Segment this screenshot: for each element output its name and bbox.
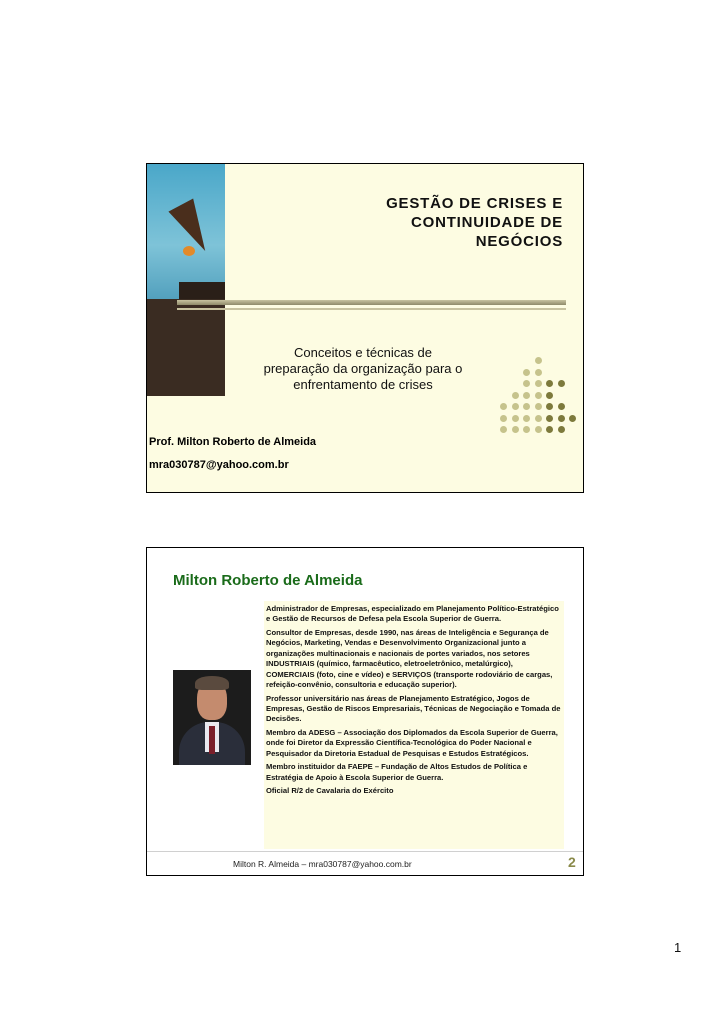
presenter-photo xyxy=(173,670,251,765)
presenter-bio xyxy=(264,601,564,849)
decorative-dot xyxy=(512,426,519,433)
footer-divider xyxy=(147,851,583,852)
bio-item: Membro instituidor da FAEPE – Fundação de Altos Estudos de Política e Estratégia de Apoio à Escola Superior de Guerra. xyxy=(266,762,528,782)
tie-graphic xyxy=(209,726,215,754)
decorative-dot xyxy=(558,380,565,387)
subtitle-line: enfrentamento de crises xyxy=(293,377,433,392)
decorative-dot xyxy=(523,392,530,399)
decorative-dot xyxy=(546,403,553,410)
page-number: 1 xyxy=(674,940,682,955)
decorative-dot-pattern xyxy=(147,164,584,493)
slide-2 xyxy=(146,547,584,876)
bio-item: Membro da ADESG – Associação dos Diplomados da Escola Superior de Guerra, onde foi Diretor da Expressão Científica-Tecnológica do Poder Nacional e Pesquisador da Diretoria Estadual de Pesquisas e Estudos Estratégicos. xyxy=(266,728,558,758)
slide-number: 2 xyxy=(568,854,576,870)
decorative-dot xyxy=(523,415,530,422)
decorative-dot xyxy=(558,415,565,422)
decorative-dot xyxy=(558,403,565,410)
decorative-dot xyxy=(535,369,542,376)
decorative-dot xyxy=(535,426,542,433)
bio-item: Professor universitário nas áreas de Planejamento Estratégico, Jogos de Empresas, Gestão de Riscos Empresariais, Técnicas de Negociação e Tomada de Decisões. xyxy=(266,693,561,724)
decorative-dot xyxy=(512,403,519,410)
author-name: Prof. Milton Roberto de Almeida xyxy=(149,436,317,448)
presenter-name: Milton Roberto de Almeida xyxy=(173,572,363,589)
decorative-dot xyxy=(546,392,553,399)
hair-graphic xyxy=(195,676,229,690)
bio-item: Oficial R/2 de Cavalaria do Exército xyxy=(266,786,394,796)
decorative-dot xyxy=(535,415,542,422)
title-line: NEGÓCIOS xyxy=(475,233,563,250)
decorative-dot xyxy=(546,415,553,422)
decorative-dot xyxy=(500,415,507,422)
bio-item: Consultor de Empresas, desde 1990, nas áreas de Inteligência e Segurança de Negócios, Marketing, Vendas e Desenvolvimento Organizacional junto a organizações multinacionais e nacionais de portes variados, nos setores INDUSTRIAIS (químico, farmacêutico, eletroeletrônico, metalúrgico), COMERCIAIS (foto, cine e vídeo) e SERVIÇOS (transporte rodoviário de cargas, refeição-convênio, consultoria e educação superior). xyxy=(266,628,553,690)
bio-item: Administrador de Empresas, especializado em Planejamento Político-Estratégico e Gestão de Recursos de Defesa pela Escola Superior de Guerra. xyxy=(266,604,559,624)
decorative-dot xyxy=(523,426,530,433)
decorative-dot xyxy=(523,369,530,376)
decorative-dot xyxy=(546,426,553,433)
decorative-dot xyxy=(535,380,542,387)
slide-footer: Milton R. Almeida – mra030787@yahoo.com.br xyxy=(233,859,412,869)
subtitle-line: Conceitos e técnicas de xyxy=(293,345,433,360)
title-line: CONTINUIDADE DE xyxy=(410,214,563,231)
decorative-dot xyxy=(535,403,542,410)
subtitle-line: preparação da organização para o xyxy=(263,361,463,376)
decorative-dot xyxy=(535,392,542,399)
decorative-dot xyxy=(558,426,565,433)
decorative-dot xyxy=(546,380,553,387)
decorative-dot xyxy=(512,392,519,399)
decorative-dot xyxy=(569,415,576,422)
author-email: mra030787@yahoo.com.br xyxy=(149,459,289,471)
decorative-dot xyxy=(500,426,507,433)
decorative-dot xyxy=(523,380,530,387)
decorative-dot xyxy=(523,403,530,410)
decorative-dot xyxy=(500,403,507,410)
decorative-dot xyxy=(512,415,519,422)
slide-1 xyxy=(146,163,584,493)
title-line: GESTÃO DE CRISES E xyxy=(386,195,563,212)
decorative-dot xyxy=(535,357,542,364)
